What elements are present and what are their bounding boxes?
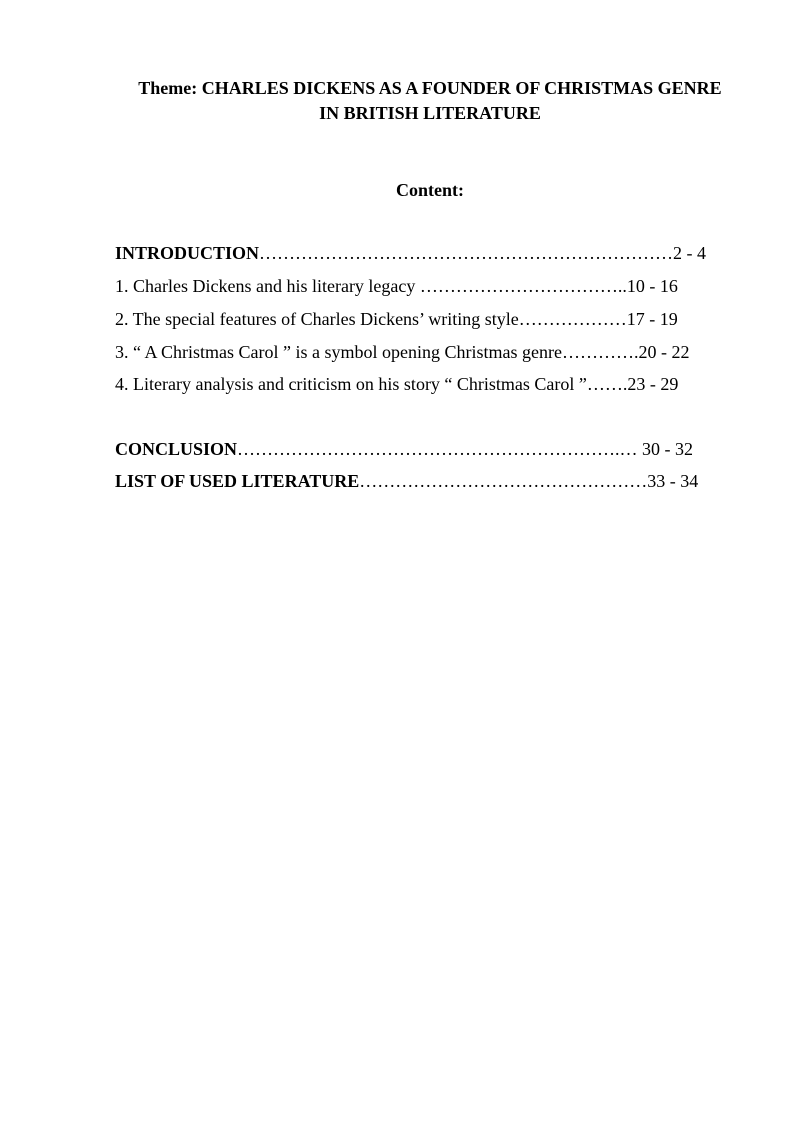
toc-entry-label: 1. Charles Dickens and his literary legacy — [115, 276, 420, 296]
toc-entry-literature — [115, 469, 698, 493]
toc-entry-leader: …………. — [561, 342, 639, 362]
toc-entry-pages: 33 - 34 — [647, 471, 699, 491]
toc-entry-conclusion — [115, 437, 693, 461]
toc-entry-label: LIST OF USED LITERATURE — [115, 471, 360, 491]
toc-entry-chapter-3 — [115, 340, 689, 364]
toc-entry-leader: ……………… — [518, 309, 627, 329]
toc-entry-pages: 2 - 4 — [673, 243, 707, 263]
toc-entry-label: CONCLUSION — [115, 439, 238, 459]
toc-entry-chapter-2 — [115, 307, 678, 331]
toc-entry-leader: ……………………………………………………….… — [237, 439, 643, 459]
title-line-1: Theme: CHARLES DICKENS AS A FOUNDER OF CHRISTMAS GENRE — [138, 78, 722, 98]
toc-entry-pages: 17 - 19 — [626, 309, 678, 329]
toc-entry-pages: 30 - 32 — [642, 439, 694, 459]
toc-entry-label: 3. “ A Christmas Carol ” is a symbol opening Christmas genre — [115, 342, 562, 362]
content-heading: Content: — [396, 180, 464, 200]
toc-entry-leader: …………………………….. — [419, 276, 627, 296]
toc-entry-leader: ……. — [586, 374, 628, 394]
toc-entry-label: INTRODUCTION — [115, 243, 260, 263]
toc-entry-chapter-4 — [115, 372, 678, 396]
title-line-2: IN BRITISH LITERATURE — [319, 103, 541, 123]
toc-entry-leader: ………………………………………… — [359, 471, 648, 491]
toc-entry-chapter-1 — [115, 274, 678, 298]
toc-entry-pages: 10 - 16 — [626, 276, 678, 296]
toc-entry-pages: 23 - 29 — [627, 374, 679, 394]
toc-entry-label: 2. The special features of Charles Dickens’ writing style — [115, 309, 519, 329]
toc-entry-leader: …………………………………………………………… — [259, 243, 674, 263]
toc-entry-label: 4. Literary analysis and criticism on his story “ Christmas Carol ” — [115, 374, 587, 394]
document-title — [110, 76, 750, 126]
toc-entry-pages: 20 - 22 — [638, 342, 690, 362]
toc-entry-introduction — [115, 241, 706, 265]
